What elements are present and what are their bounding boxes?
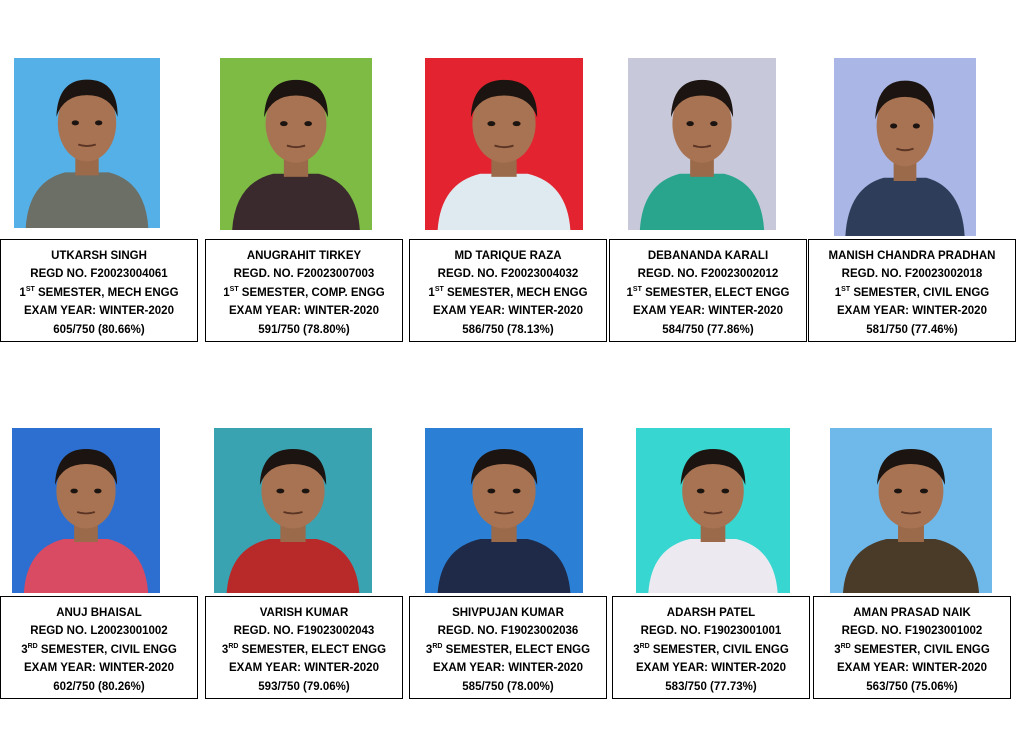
student-name: SHIVPUJAN KUMAR: [452, 607, 564, 619]
student-exam-year: EXAM YEAR: WINTER-2020: [837, 662, 987, 675]
student-regd: REGD. NO. F19023001002: [841, 625, 983, 638]
student-regd: REGD. NO. F20023004032: [437, 268, 579, 281]
student-regd: REGD. NO. F19023002043: [233, 625, 375, 638]
student-semester: 1ST SEMESTER, MECH ENGG: [428, 285, 588, 299]
student-exam-year: EXAM YEAR: WINTER-2020: [24, 662, 174, 675]
student-name: UTKARSH SINGH: [51, 250, 147, 262]
student-card: [0, 596, 198, 699]
student-regd: REGD NO. F20023004061: [30, 268, 168, 281]
student-regd: REGD NO. L20023001002: [30, 625, 168, 638]
student-name: AMAN PRASAD NAIK: [853, 607, 971, 619]
student-semester: 3RD SEMESTER, ELECT ENGG: [425, 642, 591, 656]
student-card: [0, 239, 198, 342]
student-score: 581/750 (77.46%): [866, 323, 958, 336]
student-photo: [12, 428, 160, 593]
student-card: [808, 239, 1016, 342]
student-score: 605/750 (80.66%): [53, 323, 145, 336]
student-photo: [14, 58, 160, 228]
student-card: [609, 239, 807, 342]
student-exam-year: EXAM YEAR: WINTER-2020: [636, 662, 786, 675]
student-name: MD TARIQUE RAZA: [454, 250, 562, 262]
student-photo: [834, 58, 976, 236]
student-semester: 1ST SEMESTER, CIVIL ENGG: [834, 285, 990, 299]
student-photo: [636, 428, 790, 593]
student-regd: REGD. NO. F20023007003: [233, 268, 375, 281]
student-score: 583/750 (77.73%): [665, 680, 757, 693]
student-name: ADARSH PATEL: [666, 607, 756, 619]
student-semester: 1ST SEMESTER, MECH ENGG: [19, 285, 179, 299]
student-card: [612, 596, 810, 699]
student-exam-year: EXAM YEAR: WINTER-2020: [433, 305, 583, 318]
student-exam-year: EXAM YEAR: WINTER-2020: [633, 305, 783, 318]
student-photo: [628, 58, 776, 230]
student-exam-year: EXAM YEAR: WINTER-2020: [24, 305, 174, 318]
student-regd: REGD. NO. F20023002012: [637, 268, 779, 281]
student-photo: [214, 428, 372, 593]
student-name: ANUJ BHAISAL: [56, 607, 142, 619]
student-card: [205, 239, 403, 342]
student-name: VARISH KUMAR: [259, 607, 349, 619]
student-semester: 1ST SEMESTER, COMP. ENGG: [223, 285, 385, 299]
student-score: 563/750 (75.06%): [866, 680, 958, 693]
student-exam-year: EXAM YEAR: WINTER-2020: [229, 662, 379, 675]
student-score: 585/750 (78.00%): [462, 680, 554, 693]
student-exam-year: EXAM YEAR: WINTER-2020: [433, 662, 583, 675]
student-photo: [425, 58, 583, 230]
student-score: 584/750 (77.86%): [662, 323, 754, 336]
student-score: 593/750 (79.06%): [258, 680, 350, 693]
student-photo: [830, 428, 992, 593]
student-semester: 1ST SEMESTER, ELECT ENGG: [626, 285, 790, 299]
student-name: DEBANANDA KARALI: [647, 250, 769, 262]
student-regd: REGD. NO. F20023002018: [841, 268, 983, 281]
student-name: MANISH CHANDRA PRADHAN: [828, 250, 996, 262]
student-exam-year: EXAM YEAR: WINTER-2020: [229, 305, 379, 318]
student-regd: REGD. NO. F19023002036: [437, 625, 579, 638]
student-photo: [220, 58, 372, 230]
student-semester: 3RD SEMESTER, CIVIL ENGG: [633, 642, 789, 656]
student-name: ANUGRAHIT TIRKEY: [246, 250, 362, 262]
student-photo: [425, 428, 583, 593]
student-regd: REGD. NO. F19023001001: [640, 625, 782, 638]
student-exam-year: EXAM YEAR: WINTER-2020: [837, 305, 987, 318]
student-score: 586/750 (78.13%): [462, 323, 554, 336]
student-semester: 3RD SEMESTER, CIVIL ENGG: [834, 642, 990, 656]
student-semester: 3RD SEMESTER, CIVIL ENGG: [21, 642, 177, 656]
student-card: [813, 596, 1011, 699]
student-card: [409, 239, 607, 342]
student-score: 602/750 (80.26%): [53, 680, 145, 693]
student-card: [205, 596, 403, 699]
student-card: [409, 596, 607, 699]
student-score: 591/750 (78.80%): [258, 323, 350, 336]
student-semester: 3RD SEMESTER, ELECT ENGG: [221, 642, 387, 656]
